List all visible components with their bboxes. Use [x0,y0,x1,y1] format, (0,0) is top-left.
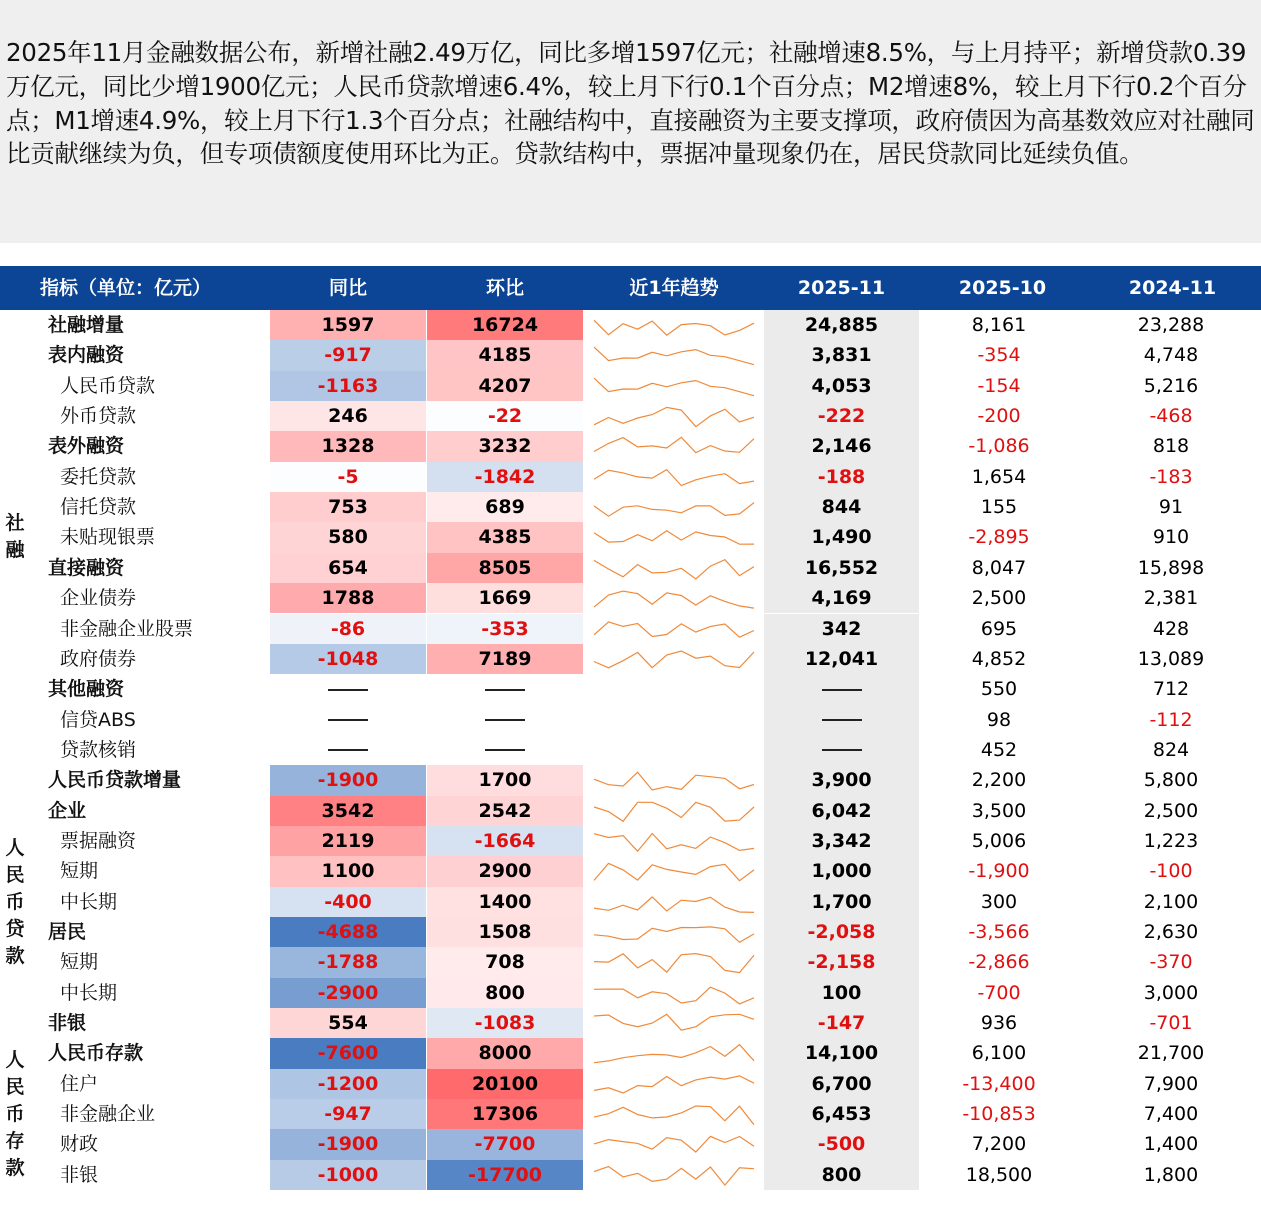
value-2024-11: 910 [1152,526,1190,549]
empty-dash [328,749,368,751]
mom-cell: -1842 [427,462,583,492]
yoy-cell: 753 [270,492,426,522]
value-2025-10: -1,086 [968,435,1030,458]
mom-cell: -17700 [427,1160,583,1190]
row-label: 企业 [48,799,87,822]
table-row [0,522,1261,552]
yoy-cell: -1048 [270,644,426,674]
value-2024-11: 2,630 [1143,921,1199,943]
sparkline-line [594,802,754,821]
group-label-char: 融 [5,539,25,561]
value-2025-10: -2,895 [968,526,1030,549]
value-2025-11: 6,453 [764,1099,919,1129]
sparkline-line [594,897,754,912]
value-2025-11: -500 [764,1129,919,1159]
value-2024-11: 4,748 [1143,344,1199,367]
value-2024-11: 2,381 [1143,587,1199,610]
table-row [0,1099,1261,1129]
sparkline-line [594,621,754,636]
mom-cell: 4385 [427,522,583,552]
row-label: 政府债券 [60,647,137,670]
sparkline-line [594,1166,754,1185]
value-2025-10: -354 [977,344,1021,367]
trend-sparkline [590,705,758,735]
sparkline-line [594,503,754,517]
empty-dash [485,719,525,721]
value-2025-11: -2,158 [764,947,919,977]
table-row [0,644,1261,674]
sparkline-line [594,1045,754,1063]
sparkline-line [594,954,754,973]
mom-cell: -1664 [427,826,583,856]
trend-sparkline [590,462,758,492]
group-label-char: 民 [5,864,25,886]
row-label: 委托贷款 [60,465,137,488]
trend-sparkline [590,826,758,856]
empty-dash [822,749,862,751]
value-2024-11: 428 [1152,617,1190,640]
value-2024-11: -112 [1149,708,1193,731]
mom-cell [427,674,583,704]
mom-cell: 8505 [427,553,583,583]
table-row [0,371,1261,401]
row-label: 人民币存款 [48,1042,144,1065]
value-2025-11: 844 [764,492,919,522]
mom-cell: 2542 [427,796,583,826]
row-label: 直接融资 [48,556,125,579]
summary-text: 2025年11月金融数据公布，新增社融2.49万亿，同比多增1597亿元；社融增速8.5%，与上月持平；新增贷款0.39万亿元，同比少增1900亿元；人民币贷款增速6.4%，较上月下行0.1个百分点；M2增速8%，较上月下行0.2个百分点；M1增速4.9%，较上月下行1.3个百分点；社融结构中，直接融资为主要支撑项，政府债因为高基数效应对社融同比贡献继续为负，但专项债额度使用环比为正。贷款结构中，票据冲量现象仍在，居民贷款同比延续负值。 [6,38,1255,169]
row-label: 非金融企业 [60,1103,156,1126]
trend-sparkline [590,978,758,1008]
trend-sparkline [590,614,758,644]
value-2025-10: -2,866 [968,951,1030,974]
value-2025-11: -188 [764,462,919,492]
sparkline-line [594,773,754,791]
value-2025-11 [764,735,919,765]
yoy-cell: -1000 [270,1160,426,1190]
trend-sparkline [590,553,758,583]
sparkline-line [594,833,754,851]
trend-sparkline [590,644,758,674]
sparkline-line [594,927,754,942]
table-row [0,462,1261,492]
row-label: 未贴现银票 [60,526,156,549]
value-2025-11: -2,058 [764,917,919,947]
value-2024-11: 23,288 [1137,314,1205,336]
yoy-cell: -1900 [270,765,426,795]
value-2025-10: -1,900 [968,860,1030,883]
mom-cell: 1508 [427,917,583,947]
value-2024-11: 13,089 [1137,647,1205,670]
sparkline-line [594,378,754,396]
value-2025-11: 100 [764,978,919,1008]
yoy-cell: 580 [270,522,426,552]
value-2024-11: 21,700 [1137,1042,1205,1065]
sparkline-line [594,559,754,578]
table-row [0,947,1261,977]
trend-sparkline [590,1069,758,1099]
mom-cell: 4185 [427,340,583,370]
group-label-rmb-loans [4,835,26,970]
table-row [0,674,1261,704]
table-row [0,1069,1261,1099]
value-2025-10: 7,200 [971,1133,1027,1156]
value-2025-10: 6,100 [971,1042,1027,1065]
value-2025-11: 24,885 [764,310,919,340]
value-2025-10: 5,006 [971,829,1027,852]
trend-sparkline [590,856,758,886]
table-row [0,765,1261,795]
value-2025-11: 4,053 [764,371,919,401]
row-label: 社融增量 [48,314,125,336]
yoy-cell: 654 [270,553,426,583]
yoy-cell [270,705,426,735]
yoy-cell: 246 [270,401,426,431]
mom-cell [427,735,583,765]
yoy-cell: -7600 [270,1038,426,1068]
table-row [0,340,1261,370]
value-2024-11: 3,000 [1143,981,1199,1004]
header-indicator: 指标（单位：亿元） [40,277,212,299]
table-row [0,492,1261,522]
table-row [0,401,1261,431]
yoy-cell: -917 [270,340,426,370]
row-label: 外币贷款 [60,405,137,428]
row-label: 企业债券 [60,587,137,610]
mom-cell: 8000 [427,1038,583,1068]
trend-sparkline [590,431,758,461]
value-2025-11: 14,100 [764,1038,919,1068]
mom-cell: 1700 [427,765,583,795]
row-label: 非银 [48,1012,87,1035]
table-row [0,1160,1261,1190]
table-row [0,1008,1261,1038]
mom-cell: 1400 [427,887,583,917]
mom-cell: 689 [427,492,583,522]
value-2025-10: 936 [980,1012,1018,1035]
yoy-cell: 1328 [270,431,426,461]
group-label-rmb-deposits [4,1047,26,1182]
sparkline-line [594,347,754,365]
trend-sparkline [590,947,758,977]
mom-cell: -22 [427,401,583,431]
row-label: 信托贷款 [60,496,137,519]
trend-sparkline [590,1129,758,1159]
value-2025-11: 1,700 [764,887,919,917]
value-2025-10: -13,400 [962,1072,1036,1095]
trend-sparkline [590,796,758,826]
table-row [0,826,1261,856]
value-2024-11: 1,800 [1143,1163,1199,1186]
sparkline-line [594,987,754,1004]
empty-dash [328,719,368,721]
value-2025-10: -3,566 [968,921,1030,943]
trend-sparkline [590,1038,758,1068]
group-label-char: 款 [5,945,25,967]
mom-cell: 708 [427,947,583,977]
value-2025-11: -147 [764,1008,919,1038]
mom-cell: 7189 [427,644,583,674]
table-row [0,310,1261,340]
sparkline-line [594,651,754,668]
value-2025-10: 695 [980,617,1018,640]
yoy-cell: 2119 [270,826,426,856]
value-2025-10: 1,654 [971,465,1027,488]
mom-cell: 2900 [427,856,583,886]
header-2025-11: 2025-11 [797,277,886,299]
value-2025-10: 8,047 [971,556,1027,579]
trend-sparkline [590,492,758,522]
trend-sparkline [590,674,758,704]
header-2024-11: 2024-11 [1128,277,1217,299]
mom-cell: 4207 [427,371,583,401]
yoy-cell: 1597 [270,310,426,340]
value-2025-11: 3,342 [764,826,919,856]
group-label-char: 社 [5,512,25,534]
row-label: 票据融资 [60,829,137,852]
row-label: 中长期 [60,890,118,913]
value-2024-11: 15,898 [1137,556,1205,579]
trend-sparkline [590,371,758,401]
mom-cell: 17306 [427,1099,583,1129]
value-2024-11: 712 [1152,678,1190,701]
value-2024-11: 91 [1158,496,1184,519]
summary-panel [0,0,1261,243]
mom-cell: 1669 [427,583,583,613]
yoy-cell [270,674,426,704]
trend-sparkline [590,310,758,340]
value-2025-11: 800 [764,1160,919,1190]
table-row [0,705,1261,735]
value-2025-11: 6,700 [764,1069,919,1099]
value-2024-11: 818 [1152,435,1190,458]
value-2024-11: 5,800 [1143,769,1199,792]
value-2024-11: -370 [1149,951,1193,974]
value-2025-11 [764,705,919,735]
row-label: 贷款核销 [60,738,137,761]
row-label: 非金融企业股票 [60,617,194,640]
group-label-char: 币 [5,891,25,913]
yoy-cell: 1100 [270,856,426,886]
group-label-char: 民 [5,1076,25,1098]
sparkline-line [594,407,754,426]
value-2025-10: 550 [980,678,1018,701]
yoy-cell: -5 [270,462,426,492]
sparkline-line [594,864,754,881]
value-2024-11: 824 [1152,738,1190,761]
trend-sparkline [590,340,758,370]
yoy-cell: -1163 [270,371,426,401]
value-2024-11: 2,100 [1143,890,1199,913]
trend-sparkline [590,1099,758,1129]
value-2025-10: -154 [977,374,1021,397]
trend-sparkline [590,401,758,431]
value-2025-10: 2,200 [971,769,1027,792]
mom-cell: -7700 [427,1129,583,1159]
yoy-cell: -400 [270,887,426,917]
table-row [0,1038,1261,1068]
yoy-cell [270,735,426,765]
value-2025-10: 2,500 [971,587,1027,610]
trend-sparkline [590,1160,758,1190]
header-yoy: 同比 [328,277,367,299]
value-2025-11: 1,490 [764,522,919,552]
row-label: 短期 [60,951,99,974]
empty-dash [822,689,862,691]
row-label: 人民币贷款增量 [48,769,182,792]
table-row [0,553,1261,583]
row-label: 表外融资 [48,435,125,458]
yoy-cell: -86 [270,614,426,644]
mom-cell: 16724 [427,310,583,340]
row-label: 人民币贷款 [60,374,156,397]
row-label: 信贷ABS [60,708,136,731]
yoy-cell: -1200 [270,1069,426,1099]
value-2025-10: 452 [980,738,1018,761]
trend-sparkline [590,522,758,552]
empty-dash [822,719,862,721]
value-2025-10: 18,500 [965,1163,1033,1186]
value-2025-11: 6,042 [764,796,919,826]
value-2025-11 [764,674,919,704]
value-2025-10: 3,500 [971,799,1027,822]
value-2024-11: -701 [1149,1012,1193,1035]
sparkline-line [594,531,754,545]
table-row [0,1129,1261,1159]
value-2024-11: -468 [1149,405,1193,428]
header-2025-10: 2025-10 [958,277,1047,299]
value-2025-11: 12,041 [764,644,919,674]
value-2025-11: 16,552 [764,553,919,583]
row-label: 其他融资 [48,678,125,701]
value-2024-11: 2,500 [1143,799,1199,822]
trend-sparkline [590,765,758,795]
row-label: 表内融资 [48,344,125,367]
row-label: 居民 [48,921,87,943]
yoy-cell: -1900 [270,1129,426,1159]
mom-cell: 20100 [427,1069,583,1099]
trend-sparkline [590,887,758,917]
value-2025-11: -222 [764,401,919,431]
table-row [0,887,1261,917]
sparkline-line [594,1014,754,1030]
value-2024-11: 7,400 [1143,1103,1199,1126]
value-2024-11: 7,900 [1143,1072,1199,1095]
value-2025-10: -10,853 [962,1103,1036,1126]
sparkline-line [594,469,754,485]
table-row [0,614,1261,644]
yoy-cell: -4688 [270,917,426,947]
group-label-char: 存 [5,1130,25,1152]
value-2025-10: -200 [977,405,1021,428]
row-label: 住户 [60,1072,99,1095]
value-2025-10: 4,852 [971,647,1027,670]
group-label-char: 款 [5,1157,25,1179]
yoy-cell: -2900 [270,978,426,1008]
group-label-char: 人 [5,1049,25,1071]
sparkline-line [594,320,754,335]
row-label: 非银 [60,1163,99,1186]
row-label: 中长期 [60,981,118,1004]
group-label-char: 币 [5,1103,25,1125]
trend-sparkline [590,735,758,765]
value-2025-10: -700 [977,981,1021,1004]
mom-cell [427,705,583,735]
sparkline-line [594,1106,754,1125]
row-label: 财政 [60,1133,99,1156]
value-2025-10: 155 [980,496,1018,519]
mom-cell: 800 [427,978,583,1008]
row-label: 短期 [60,860,99,883]
value-2024-11: 1,223 [1143,829,1199,852]
empty-dash [485,689,525,691]
table-row [0,583,1261,613]
table-header [0,266,1261,310]
trend-sparkline [590,1008,758,1038]
table-row [0,856,1261,886]
table-row [0,796,1261,826]
sparkline-line [594,1076,754,1093]
value-2025-10: 300 [980,890,1018,913]
mom-cell: -353 [427,614,583,644]
value-2025-10: 98 [986,708,1012,731]
yoy-cell: -1788 [270,947,426,977]
empty-dash [328,689,368,691]
yoy-cell: -947 [270,1099,426,1129]
value-2025-11: 3,900 [764,765,919,795]
sparkline-line [594,591,754,608]
yoy-cell: 3542 [270,796,426,826]
yoy-cell: 1788 [270,583,426,613]
mom-cell: 3232 [427,431,583,461]
value-2024-11: -100 [1149,860,1193,883]
sparkline-line [594,438,754,453]
yoy-cell: 554 [270,1008,426,1038]
value-2025-11: 3,831 [764,340,919,370]
value-2025-11: 4,169 [764,583,919,613]
sparkline-line [594,1137,754,1153]
table-row [0,735,1261,765]
table-row [0,431,1261,461]
mom-cell: -1083 [427,1008,583,1038]
trend-sparkline [590,583,758,613]
value-2025-11: 342 [764,614,919,644]
value-2025-11: 2,146 [764,431,919,461]
header-trend: 近1年趋势 [629,277,719,299]
value-2024-11: 5,216 [1143,374,1199,397]
value-2025-11: 1,000 [764,856,919,886]
group-label-social-financing [4,510,26,564]
header-mom: 环比 [485,277,524,299]
empty-dash [485,749,525,751]
value-2024-11: 1,400 [1143,1133,1199,1156]
trend-sparkline [590,917,758,947]
value-2024-11: -183 [1149,465,1193,488]
group-label-char: 人 [5,837,25,859]
table-row [0,978,1261,1008]
group-label-char: 贷 [5,918,25,940]
value-2025-10: 8,161 [971,314,1027,336]
table-row [0,917,1261,947]
